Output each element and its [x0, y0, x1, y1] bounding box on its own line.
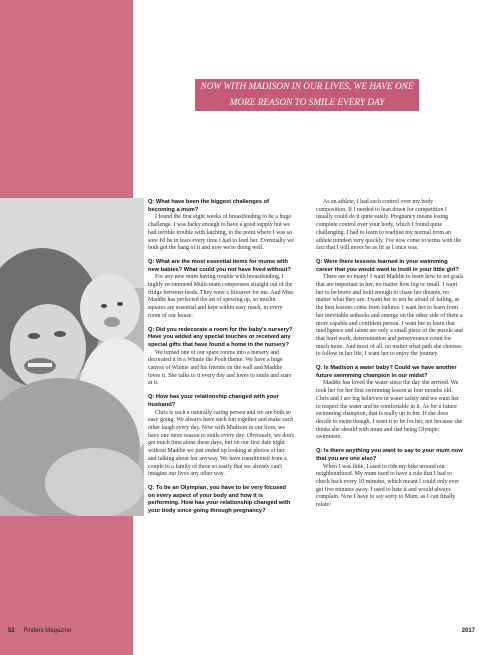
question: Q: How has your relationship changed with your husband? [148, 394, 279, 408]
pull-quote-line-2: MORE REASON TO SMILE EVERY DAY [195, 95, 419, 111]
page-footer [8, 628, 71, 634]
answer: Maddie has loved the water since the day she arrived. We took her for her first swimming lesson at four months old. Chris and I are big believers in water safety and we want her to respect the water and be comfortable in it. As for a future swimming champion, that is really up to her. If she does decide to swim though, I want it to be for her, not because she thinks she should with mum and dad being Olympic swimmers. [316, 380, 463, 441]
question: Q: What are the most essential items for mums with new babies? What could you not have lived without? [148, 258, 291, 273]
answer: Chris is such a naturally caring person and we are both so easy going. We always have such fun together and make each other laugh every day. Now with Madison in our lives, we have one more reason to smile every day. Obviously, we don't get much time alone these days, but on our first date night without Maddie we just ended up looking at photos of her and talking about her anyway. We have transitioned from a couple to a family of three so easily that we already can't imagine our lives any other way. [148, 409, 294, 478]
article-column-left [148, 199, 294, 516]
question: Q: To be an Olympian, you have to be very focused on every aspect of your body and how it is performing. How has your relationship changed with your body since going through pregnancy? [148, 484, 291, 515]
answer: There are so many! I want Maddie to learn how to set goals that are important to her, no matter how big or small. I want her to be brave and bold enough to chase her dreams, no matter what they are. I want her to not be afraid of failing, as the best lessons come from failures. I want her to learn from her inevitable setbacks and emerge on the other side of them a more capable and confident person. I want her to learn that intelligence and talent are only a small piece of the puzzle and that hard work, determination and perseverance count for much more. And most of all, no matter what path she chooses to follow in her life, I want her to enjoy the journey. [316, 274, 464, 358]
answer: For any new mum having trouble with breastfeeding, I highly recommend Multi-mam compresses straight out of the fridge between feeds. They were a lifesaver for me. And Miss Maddie has perfected the art of spewing up, so muslin squares are essential and kept within easy reach, in every room of our house. [148, 274, 294, 319]
issue-year: 2017 [461, 628, 475, 634]
pull-quote-line-1: NOW WITH MADISON IN OUR LIVES, WE HAVE ONE [195, 79, 419, 95]
answer: We turned one of our spare rooms into a nursery and decorated it in a Winnie the Pooh theme. We have a huge canvas of Winnie and his friends on the wall and Maddie loves it. She talks to it every day and loves to smile and stare at it. [148, 349, 292, 387]
page-number: 52 [8, 628, 15, 634]
footer-separator: | [18, 628, 20, 634]
answer: As an athlete, I had such control over my body composition. If I needed to lean down for competition I usually could do it quite easily. Pregnancy means losing complete control over your body, which I found quite challenging. I had to learn to readjust my normal from an athlete mindset very quickly. I've now come to terms with the fact that I will never be as fit as I once was. [316, 199, 462, 252]
question: Q: Were there lessons learned in your swimming career that you would want to instil in your little girl? [316, 258, 459, 273]
question: Q: Is Madison a water baby? Could we have another future swimming champion in our midst? [316, 365, 457, 379]
magazine-name: Finders Magazine [23, 628, 72, 634]
pink-header-block [0, 0, 133, 228]
answer: When I was little, I used to ride my bike around our neighbourhood. My mum used to have a rule that I had to check back every 10 minutes, which meant I could only ever get five minutes away. I used to hate it and would always complain. Now I have to say sorry to Mum, as I can finally relate! [316, 463, 460, 509]
article-column-right [316, 199, 464, 516]
answer: I found the first eight weeks of breastfeeding to be a huge challenge. I was lucky enough to have a good supply but we had terrible trouble with latching, to the point where I was so sore I'd be in tears every time I had to feed her. Eventually we both got the hang of it and now we're doing well. [148, 214, 294, 252]
mother-baby-photo [0, 198, 144, 516]
question: Q: Did you redecorate a room for the baby's nursery? Have you added any special touches or received any special gifts that have found a home in the nursery? [148, 326, 293, 348]
question: Q: Is there anything you want to say to your mum now that you are one also? [316, 448, 463, 462]
question: Q: What have been the biggest challenges of becoming a mum? [148, 199, 270, 213]
